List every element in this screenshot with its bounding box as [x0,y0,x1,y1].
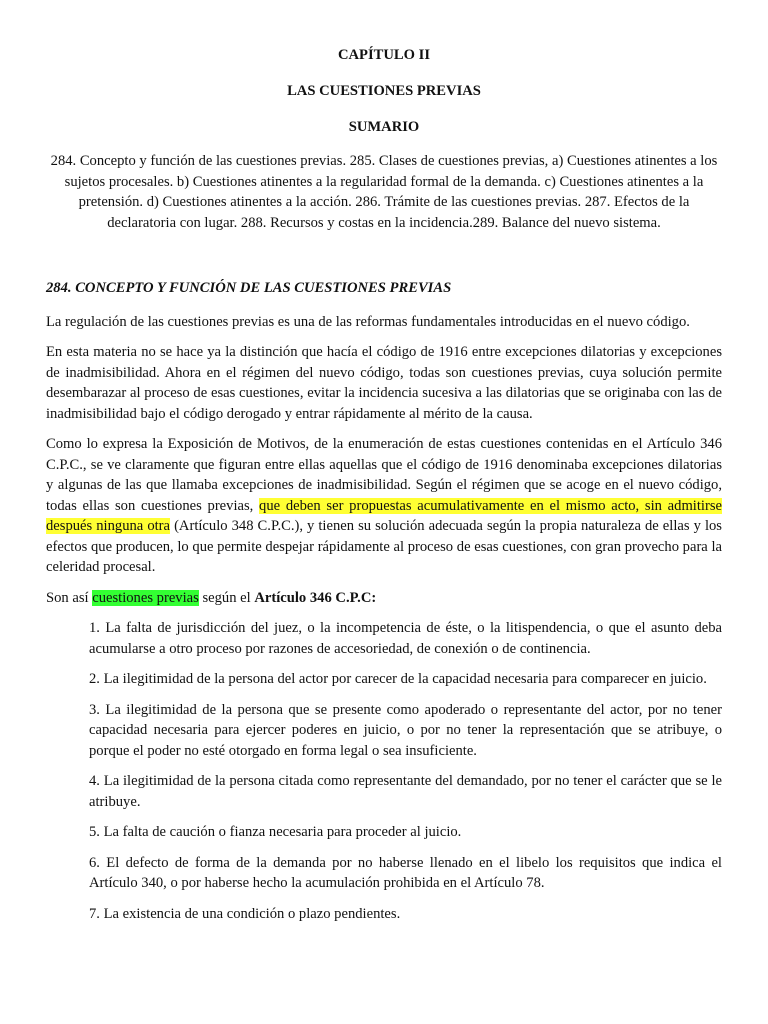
paragraph-2: En esta materia no se hace ya la distinción que hacía el código de 1916 entre excepciones dilatorias y excepciones de inadmisibilidad. Ahora en el régimen del nuevo código, todas son cuestiones previas, cuya solución permite desembarazar al proceso de esas cuestiones, evitar la incidencia sucesiva a las dilatorias que se originaba con las de inadmisibilidad bajo el código derogado y entrar rápidamente al mérito de la causa. [46,344,722,422]
paragraph-3 [46,434,722,578]
list-item: 4. La ilegitimidad de la persona citada como representante del demandado, por no tener el carácter que se le atribuye. [89,773,722,810]
list-item: 2. La ilegitimidad de la persona del actor por carecer de la capacidad necesaria para comparecer en juicio. [89,671,707,687]
highlighted-text: que deben ser propuestas acumulativamente en el mismo acto, sin admitirse después ninguna otra [46,497,722,534]
chapter-subtitle: LAS CUESTIONES PREVIAS [287,83,481,99]
paragraph-3-text-end: (Artículo 348 C.P.C.), y tienen su solución adecuada según la propia naturaleza de ellas y los efectos que producen, lo que permite despejar rápidamente al proceso de esas cuestiones, con gran provecho para la celeridad procesal. [46,518,722,575]
list-item: 3. La ilegitimidad de la persona que se presente como apoderado o representante del actor, por no tener capacidad necesaria para ejercer poderes en juicio, o por no tener la representación que se atribuye, o porque el poder no esté otorgado en forma legal o sea insuficiente. [89,701,722,759]
list-item: 5. La falta de caución o fianza necesaria para proceder al juicio. [89,824,462,840]
list-item: 6. El defecto de forma de la demanda por no haberse llenado en el libelo los requisitos que indica el Artículo 340, o por haberse hecho la acumulación prohibida en el Artículo 78. [89,854,722,891]
paragraph-4 [46,588,722,609]
section-heading: 284. CONCEPTO Y FUNCIÓN DE LAS CUESTIONES PREVIAS [46,280,452,296]
document-body [46,278,722,934]
highlighted-term: cuestiones previas [92,589,199,606]
summary-text: 284. Concepto y función de las cuestiones previas. 285. Clases de cuestiones previas, a) Cuestiones atinentes a los sujetos procesales. b) Cuestiones atinentes a la regularidad formal de la demanda. c) Cuestiones atinentes a la pretensión. d) Cuestiones atinentes a la acción. 286. Trámite de las cuestiones previas. 287. Efectos de la declaratoria con lugar. 288. Recursos y costas en la incidencia.289. Balance del nuevo sistema. [50,153,718,231]
chapter-title: CAPÍTULO II [337,47,431,63]
paragraph-3-text: Como lo expresa la Exposición de Motivos, de la enumeración de estas cuestiones contenidas en el Artículo 346 C.P.C., se ve claramente que figuran entre ellas aquellas que el código de 1916 denominaba excepciones dilatorias y algunas de las que llamaba excepciones de inadmisibilidad. Según el régimen que se acoge en el nuevo código, todas ellas son cuestiones previas, [46,436,722,514]
list-item: 1. La falta de jurisdicción del juez, o la incompetencia de éste, o la litispendencia, o que el asunto deba acumularse a otro proceso por razones de accesoriedad, de conexión o de continencia. [89,620,722,657]
summary-heading: SUMARIO [348,119,420,135]
paragraph-4-middle: según el [198,589,255,606]
paragraph-1: La regulación de las cuestiones previas es una de las reformas fundamentales introducidas en el nuevo código. [46,313,690,330]
list-item: 7. La existencia de una condición o plazo pendientes. [89,905,401,922]
article-reference: Artículo 346 C.P.C: [254,589,377,606]
paragraph-4-text: Son así [46,589,93,606]
